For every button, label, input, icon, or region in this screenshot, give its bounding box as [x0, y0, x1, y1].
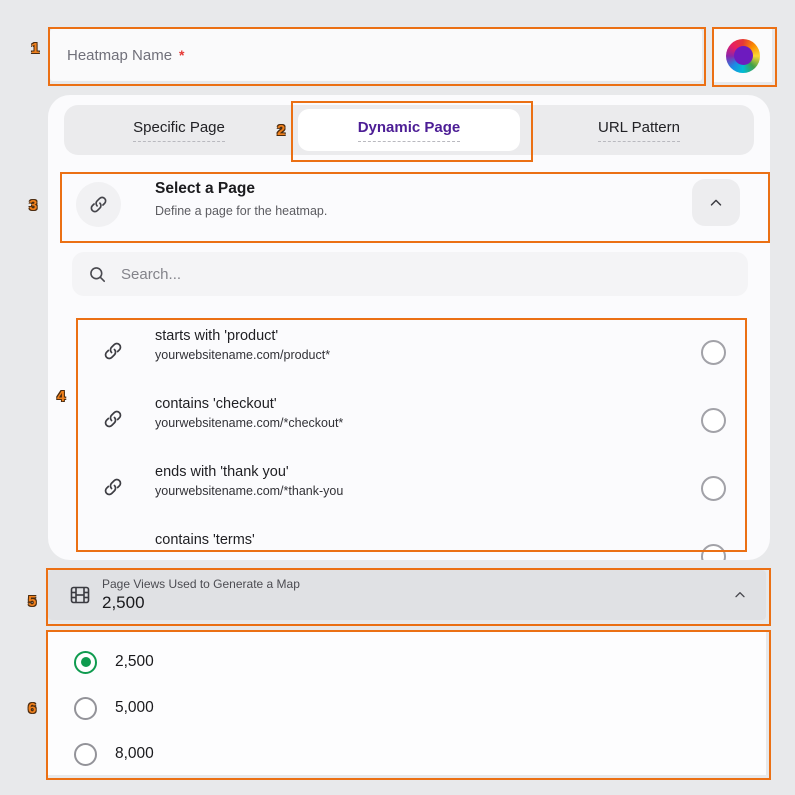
heatmap-name-input[interactable]	[50, 29, 702, 81]
page-views-option-2500[interactable]	[74, 648, 154, 676]
film-strip-icon	[68, 583, 92, 607]
page-option-radio[interactable]	[701, 408, 726, 433]
page-option-text	[155, 385, 746, 430]
page-option-contains-terms[interactable]	[72, 521, 746, 560]
page-option-contains-checkout[interactable]	[72, 385, 746, 453]
annotation-number-4: 4	[57, 388, 66, 405]
page-views-value: 2,500	[102, 593, 145, 612]
page-views-label: Page Views Used to Generate a Map	[102, 577, 300, 591]
link-icon-circle	[76, 182, 121, 227]
page-option-radio[interactable]	[701, 340, 726, 365]
color-wheel-icon	[726, 39, 760, 73]
page-option-url: yourwebsitename.com/product*	[155, 348, 331, 362]
page-option-title: starts with 'product'	[155, 328, 279, 344]
page-option-url: yourwebsitename.com/*thank-you	[155, 484, 344, 498]
option-label: 2,500	[115, 653, 154, 670]
page-views-option-8000[interactable]	[74, 740, 154, 768]
placeholder-text: Heatmap Name	[67, 46, 173, 64]
link-icon	[102, 476, 124, 498]
select-page-subtitle: Define a page for the heatmap.	[155, 204, 328, 218]
page-views-bar[interactable]	[48, 570, 766, 620]
tab-label: URL Pattern	[598, 119, 680, 142]
search-input[interactable]	[119, 265, 732, 284]
page-selection-card	[48, 95, 770, 560]
page-option-radio[interactable]	[701, 476, 726, 501]
page-option-ends-with-thank-you[interactable]	[72, 453, 746, 521]
page-option-starts-with-product[interactable]	[72, 317, 746, 385]
page-views-options	[48, 632, 766, 775]
page-type-tabbar	[64, 105, 754, 155]
annotation-number-5: 5	[28, 593, 37, 610]
radio-icon[interactable]	[74, 651, 97, 674]
color-picker-button[interactable]	[714, 29, 772, 82]
page-option-url: yourwebsitename.com/*checkout*	[155, 416, 344, 430]
select-page-header	[64, 173, 754, 237]
page-views-option-5000[interactable]	[74, 694, 154, 722]
annotation-number-2: 2	[277, 122, 286, 139]
tab-label: Specific Page	[133, 119, 225, 142]
page-option-title: ends with 'thank you'	[155, 464, 289, 480]
radio-icon[interactable]	[74, 697, 97, 720]
search-icon	[88, 265, 107, 284]
link-icon	[88, 194, 109, 215]
chevron-up-icon	[707, 194, 725, 212]
annotation-number-1: 1	[31, 40, 40, 57]
page-option-title: contains 'terms'	[155, 532, 255, 548]
collapse-page-list-button[interactable]	[692, 179, 740, 226]
tab-specific-page[interactable]	[68, 109, 290, 151]
heatmap-name-field	[50, 29, 702, 81]
page-search	[72, 252, 748, 296]
tab-label: Dynamic Page	[358, 119, 461, 142]
page-option-text	[155, 521, 746, 548]
chevron-up-icon[interactable]	[732, 587, 748, 603]
annotation-number-6: 6	[28, 700, 37, 717]
required-asterisk: *	[179, 47, 185, 63]
link-icon	[102, 340, 124, 362]
select-page-title: Select a Page	[155, 180, 255, 197]
option-label: 8,000	[115, 745, 154, 762]
tab-url-pattern[interactable]	[528, 109, 750, 151]
link-icon	[102, 408, 124, 430]
tab-dynamic-page[interactable]	[298, 109, 520, 151]
radio-icon[interactable]	[74, 743, 97, 766]
option-label: 5,000	[115, 699, 154, 716]
page-option-text	[155, 317, 746, 362]
page-option-text	[155, 453, 746, 498]
page-option-title: contains 'checkout'	[155, 396, 277, 412]
annotation-number-3: 3	[29, 197, 38, 214]
